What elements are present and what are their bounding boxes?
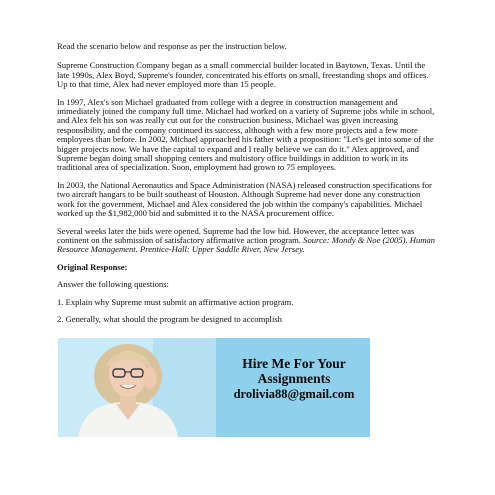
paragraph-1: Supreme Construction Company began as a small commercial builder located in Baytown, Texas. Until the late 1990s, Alex Boyd, Supreme's founder, concentrated his efforts on small, freestanding shops and offices. Up to that time, Alex had never employed more than 15 people. <box>57 60 429 90</box>
question-2: 2. Generally, what should the program be designed to accomplish <box>57 313 282 324</box>
banner-subheadline: Assignments <box>257 371 331 386</box>
banner-text <box>218 356 370 402</box>
question-1: 1. Explain why Supreme must submit an affirmative action program. <box>57 296 294 307</box>
banner-headline: Hire Me For Your <box>242 356 346 371</box>
woman-illustration <box>58 338 216 437</box>
hire-me-banner[interactable] <box>58 338 370 437</box>
document-body <box>57 42 437 324</box>
banner-email[interactable]: drolivia88@gmail.com <box>233 387 355 401</box>
intro-text: Read the scenario below and response as per the instruction below. <box>57 41 287 51</box>
paragraph-4-text: Several weeks later the bids were opened. Supreme had the low bid. However, the acceptance letter was continent on the submission of satisfactory affirmative action program. <box>57 225 415 245</box>
source-citation: Source: Mondy & Noe (2005). Human Resource Management. Prentice-Hall: Upper Saddle River, New Jersey. <box>57 234 436 255</box>
woman-photo <box>58 338 216 437</box>
paragraph-2: In 1997, Alex's son Michael graduated from college with a degree in construction management and immediately joined the company full time. Michael had worked on a variety of Supreme jobs while in school, and Alex felt his son was really cut out for the construction business. Michael was given increasing responsibility, and the company continued its success, although with a few more projects and a few more employees than before. In 2002, Michael approached his father with a proposition: "Let's get into some of the bigger projects now. We have the capital to expand and I really believe we can do it." Alex approved, and Supreme began doing small shopping centers and multistory office buildings in addition to work in its traditional area of specialization. Soon, employment had grown to 75 employees. <box>57 96 435 173</box>
paragraph-3: In 2003, the National Aeronautics and Space Administration (NASA) released construction specifications for two aircraft hangars to be built southeast of Houston. Although Supreme had never done any construction work for the government, Michael and Alex considered the job within the company's capabilities. Michael worked up the $1,982,000 bid and submitted it to the NASA procurement office. <box>57 179 432 219</box>
paragraph-4 <box>57 227 437 255</box>
answer-prompt: Answer the following questions: <box>57 279 169 290</box>
original-response-label: Original Response: <box>57 261 128 272</box>
